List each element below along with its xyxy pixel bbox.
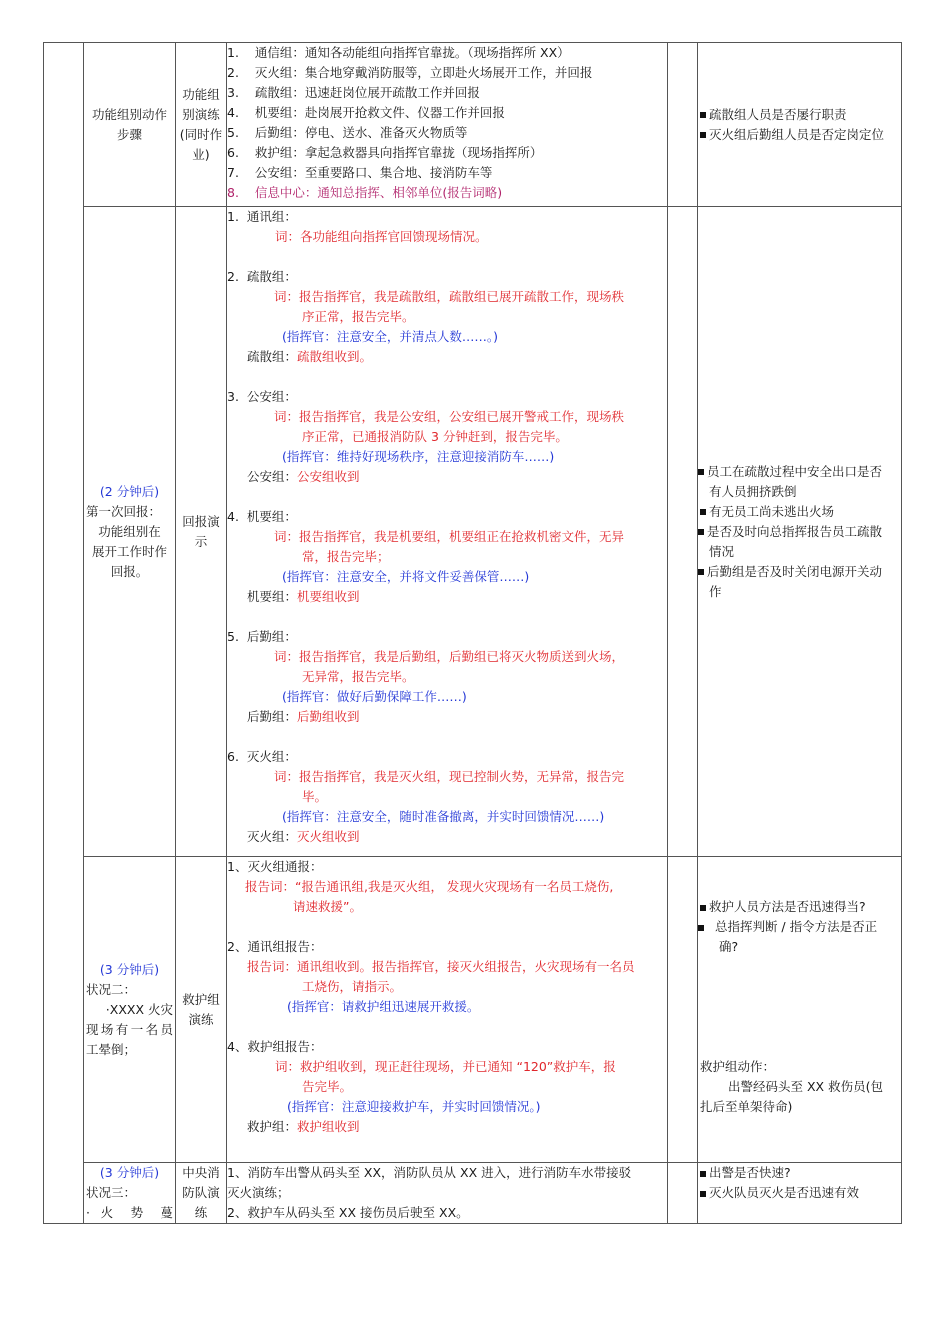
checkpoint-item: 是否及时向总指挥报告员工疏散 情况 xyxy=(698,522,901,562)
ack-line: 救护组收到 xyxy=(297,1119,360,1134)
group-heading: 4、救护组报告： xyxy=(227,1039,323,1054)
step-line: 6. 救护组：拿起急救器具向指挥官靠拢（现场指挥所） xyxy=(227,145,543,160)
blank-column xyxy=(668,207,698,857)
checkpoint-item: 有无员工尚未逃出火场 xyxy=(698,502,901,522)
stage-label: 功能组别动作步骤 xyxy=(92,106,168,142)
report-line: 词：报告指挥官，我是机要组，机要组正在抢救机密文件，无异 xyxy=(274,529,625,544)
rescue-action-line: 扎后至单架待命) xyxy=(700,1099,793,1114)
commander-line: (指挥官：请救护组迅速展开救援。 xyxy=(287,999,480,1014)
stage-cell: (3 分钟后) 状况二： ·XXXX 火灾 现场有一名员 工晕倒； xyxy=(84,857,176,1163)
report-line: 报告词：通讯组收到。报告指挥官，接灭火组报告，火灾现场有一名员 xyxy=(247,959,635,974)
report-line: 常，报告完毕； xyxy=(302,549,390,564)
action-steps-cell xyxy=(227,43,668,207)
blank-left-column xyxy=(44,43,84,1224)
bullet-square-icon xyxy=(700,1171,706,1177)
bullet-square-icon xyxy=(698,469,704,475)
group-heading: 2、通讯组报告： xyxy=(227,939,323,954)
group-heading: 4. 机要组： xyxy=(227,509,297,524)
bullet-square-icon xyxy=(700,905,706,911)
bullet-square-icon xyxy=(698,925,704,931)
ack-line: 公安组收到 xyxy=(297,469,360,484)
checkpoint-item: 出警是否快速? xyxy=(698,1163,901,1183)
step-line: 2. 灭火组：集合地穿戴消防服等，立即赴火场展开工作，并回报 xyxy=(227,65,593,80)
rescue-dialogue-cell: 1、灭火组通报： 报告词：“报告通讯组,我是灭火组， 发现火灾现场有一名员工烧伤, 请速救援”。 2、通讯组报告： 报告词：通讯组收到。报告指挥官，接灭火组报告，火灾现场有一名员 工烧伤，请指示。 (指挥官：请救护组迅速展开救援。 4、救护组报告： 词：救护组收到，现正赶往现场，并已通知 “120”救护车，报 告完毕。 (指挥官：注意迎接救护车，并实时回馈情况。) 救护组：救护组收到 xyxy=(227,857,668,1163)
report-dialogue-cell: 1. 通讯组： 词：各功能组向指挥官回馈现场情况。 2. 疏散组： 词：报告指挥官，我是疏散组，疏散组已展开疏散工作，现场秩 序正常，报告完毕。 (指挥官：注意安全，并清点人数……。) 疏散组：疏散组收到。 3. 公安组： 词：报告指挥官，我是公安组，公安组已展开警戒工作，现场秩 序正常，已通报消防队 3 分钟赶到，报告完毕。 (指挥官：维持好现场秩序，注意迎接消防车……) 公安组：公安组收到 4. 机要组： 词：报告指挥官，我是机要组，机要组正在抢救机密文件，无异 常，报告完毕； (指挥官：注意安全，并将文件妥善保管……) 机要组：机要组收到 5. 后勤组： 词：报告指挥官，我是后勤组，后勤组已将灭火物质送到火场， 无异常，报告完毕。 (指挥官：做好后勤保障工作……) 后勤组：后勤组收到 6. 灭火组： 词：报告指挥官，我是灭火组，现已控制火势，无异常，报告完 毕。 (指挥官：注意安全，随时准备撤离，并实时回馈情况……) 灭火组：灭火组收到 xyxy=(227,207,668,857)
report-line: 词：报告指挥官，我是疏散组，疏散组已展开疏散工作，现场秩 xyxy=(274,289,625,304)
drill-plan-table xyxy=(43,42,902,1224)
checkpoint-item: 总指挥判断 / 指令方法是否正 确? xyxy=(698,917,901,957)
drill-type-cell: 回报演 示 xyxy=(176,207,227,857)
commander-line: (指挥官：注意迎接救护车，并实时回馈情况。) xyxy=(287,1099,541,1114)
ack-line: 灭火组收到 xyxy=(297,829,360,844)
report-line: 毕。 xyxy=(302,789,328,804)
bullet-square-icon xyxy=(700,112,706,118)
bullet-square-icon xyxy=(698,529,704,535)
drill-type-cell xyxy=(176,43,227,207)
step-line: 5. 后勤组：停电、送水、准备灭火物质等 xyxy=(227,125,468,140)
step-line: 8. 信息中心：通知总指挥、相邻单位(报告词略) xyxy=(227,185,503,200)
step-line: 3. 疏散组：迅速赶岗位展开疏散工作并回报 xyxy=(227,85,480,100)
table-row xyxy=(44,857,902,1163)
rescue-action-label: 救护组动作： xyxy=(700,1059,776,1074)
report-line: 工烧伤，请指示。 xyxy=(302,979,403,994)
drill-type-line: 业) xyxy=(192,146,210,162)
step-line: 灭火演练； xyxy=(227,1185,290,1200)
report-line: 序正常，已通报消防队 3 分钟赶到，报告完毕。 xyxy=(302,429,568,444)
checkpoints-cell xyxy=(698,207,902,857)
checkpoints-cell xyxy=(698,1163,902,1224)
commander-line: (指挥官：做好后勤保障工作……) xyxy=(282,689,467,704)
blank-column xyxy=(668,857,698,1163)
step-line: 1、消防车出警从码头至 XX，消防队员从 XX 进入，进行消防车水带接驳 xyxy=(227,1165,632,1180)
blank-column xyxy=(668,1163,698,1224)
stage-cell xyxy=(84,43,176,207)
commander-line: (指挥官：注意安全，并清点人数……。) xyxy=(282,329,499,344)
time-label: (3 分钟后) xyxy=(99,1165,160,1180)
commander-line: (指挥官：注意安全，并将文件妥善保管……) xyxy=(282,569,530,584)
drill-type-line: 别演练 xyxy=(182,106,220,122)
checkpoint-item: 救护人员方法是否迅速得当? xyxy=(698,897,901,917)
commander-line: (指挥官：注意安全，随时准备撤离，并实时回馈情况……) xyxy=(282,809,605,824)
drill-type-line: 功能组 xyxy=(182,86,220,102)
bullet-square-icon xyxy=(698,569,704,575)
report-line: 序正常，报告完毕。 xyxy=(302,309,415,324)
checkpoint-item: 灭火组后勤组人员是否定岗定位 xyxy=(698,125,901,145)
report-line: 词：救护组收到，现正赶往现场，并已通知 “120”救护车，报 xyxy=(275,1059,616,1074)
report-line: 词：各功能组向指挥官回馈现场情况。 xyxy=(275,229,488,244)
table-row xyxy=(44,1163,902,1224)
report-line: 报告词：“报告通讯组,我是灭火组， 发现火灾现场有一名员工烧伤, xyxy=(245,879,614,894)
drill-type-cell: 中央消 防队演 练 xyxy=(176,1163,227,1224)
drill-type-cell: 救护组 演练 xyxy=(176,857,227,1163)
drill-type-line: (同时作 xyxy=(179,126,223,142)
step-line: 2、救护车从码头至 XX 接伤员后驶至 XX。 xyxy=(227,1205,469,1220)
checkpoint-item: 员工在疏散过程中安全出口是否 有人员拥挤跌倒 xyxy=(698,462,901,502)
ack-line: 疏散组收到。 xyxy=(297,349,373,364)
checkpoint-item: 疏散组人员是否屡行职责 xyxy=(698,105,901,125)
table-row xyxy=(44,43,902,207)
blank-column xyxy=(668,43,698,207)
stage-cell: (2 分钟后) 第一次回报： 功能组别在 展开工作时作 回报。 xyxy=(84,207,176,857)
commander-line: (指挥官：维持好现场秩序，注意迎接消防车……) xyxy=(282,449,555,464)
group-heading: 1、灭火组通报： xyxy=(227,859,323,874)
fire-brigade-cell xyxy=(227,1163,668,1224)
checkpoints-cell xyxy=(698,43,902,207)
report-line: 无异常，报告完毕。 xyxy=(302,669,415,684)
stage-cell: (3 分钟后) 状况三： · 火 势 蔓 xyxy=(84,1163,176,1224)
report-line: 词：报告指挥官，我是灭火组，现已控制火势，无异常，报告完 xyxy=(274,769,625,784)
step-line: 7. 公安组：至重要路口、集合地、接消防车等 xyxy=(227,165,493,180)
step-line: 1. 通信组：通知各动能组向指挥官靠拢。（现场指挥所 XX） xyxy=(227,45,570,60)
group-heading: 6. 灭火组： xyxy=(227,749,297,764)
table-row xyxy=(44,207,902,857)
ack-line: 后勤组收到 xyxy=(297,709,360,724)
bullet-square-icon xyxy=(700,132,706,138)
checkpoints-cell xyxy=(698,857,902,1163)
step-line: 4. 机要组：赴岗展开抢救文件、仪器工作并回报 xyxy=(227,105,505,120)
rescue-action-line: 出警经码头至 XX 救伤员(包 xyxy=(728,1079,883,1094)
bullet-square-icon xyxy=(700,509,706,515)
bullet-square-icon xyxy=(700,1191,706,1197)
time-label: (2 分钟后) xyxy=(99,483,160,499)
report-line: 词：报告指挥官，我是公安组，公安组已展开警戒工作，现场秩 xyxy=(274,409,625,424)
time-label: (3 分钟后) xyxy=(99,961,160,977)
ack-line: 机要组收到 xyxy=(297,589,360,604)
checkpoint-item: 灭火队员灭火是否迅速有效 xyxy=(698,1183,901,1203)
checkpoint-item: 后勤组是否及时关闭电源开关动 作 xyxy=(698,562,901,602)
report-line: 词：报告指挥官，我是后勤组，后勤组已将灭火物质送到火场， xyxy=(274,649,625,664)
group-heading: 5. 后勤组： xyxy=(227,629,297,644)
report-line: 请速救援”。 xyxy=(293,899,362,914)
group-heading: 1. 通讯组： xyxy=(227,209,297,224)
report-line: 告完毕。 xyxy=(302,1079,353,1094)
group-heading: 3. 公安组： xyxy=(227,389,297,404)
group-heading: 2. 疏散组： xyxy=(227,269,297,284)
